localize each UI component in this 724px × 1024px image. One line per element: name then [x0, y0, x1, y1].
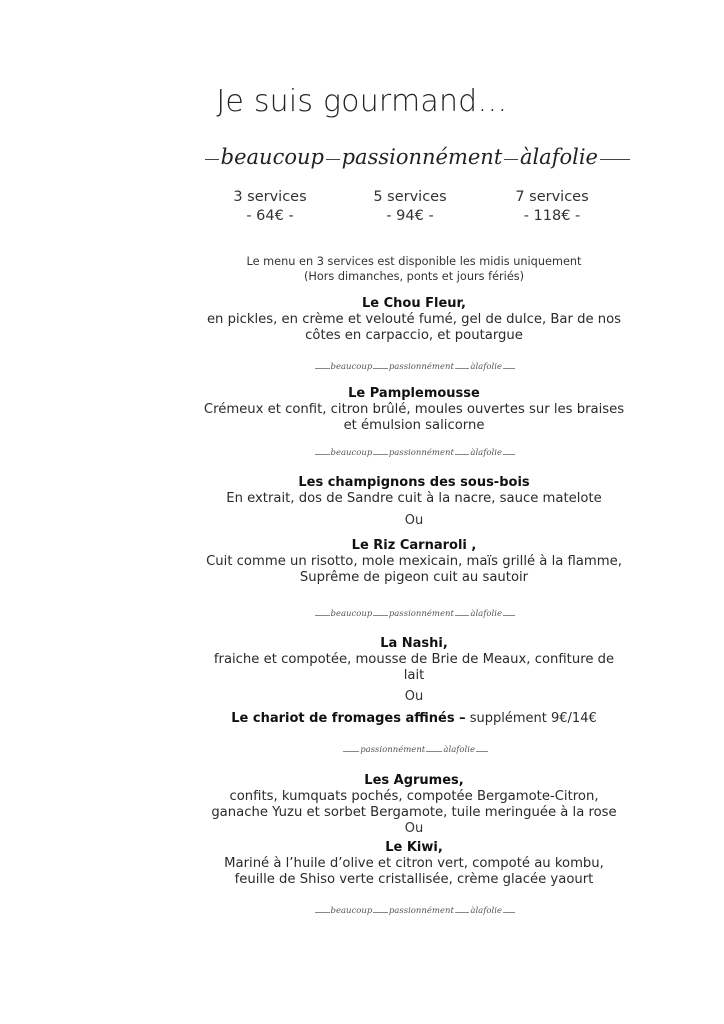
level-beaucoup: beaucoup — [330, 448, 373, 458]
level-beaucoup: beaucoup — [330, 609, 373, 619]
level-divider-small — [315, 360, 515, 374]
divider-line — [503, 615, 515, 616]
level-alafolie: àlafolie — [470, 448, 502, 458]
level-passionnement: passionnément — [388, 609, 454, 619]
divider-line — [476, 751, 488, 752]
dish-description: Mariné à l’huile d’olive et citron vert, compoté au kombu, — [224, 856, 604, 871]
level-divider-small — [315, 904, 515, 918]
dish-name: Les Agrumes, — [364, 773, 464, 788]
level-alafolie: àlafolie — [470, 609, 502, 619]
dish-name: Le Pamplemousse — [348, 386, 480, 401]
divider-line — [455, 615, 470, 616]
dish-description: confits, kumquats pochés, compotée Bergamote-Citron, — [229, 789, 599, 804]
dish-description: Crémeux et confit, citron brûlé, moules ouvertes sur les braises — [203, 402, 625, 417]
level-beaucoup: beaucoup — [330, 906, 373, 916]
price-label: 3 services — [233, 189, 307, 205]
dish-name-alternative: Le chariot de fromages affinés – — [231, 711, 466, 726]
divider-line — [373, 454, 388, 455]
level-passionnement: passionnément — [360, 745, 426, 755]
level-divider-small — [315, 607, 515, 621]
divider-line — [455, 912, 470, 913]
dish-description: fraiche et compotée, mousse de Brie de Meaux, confiture de — [213, 652, 615, 667]
divider-line — [326, 159, 340, 160]
level-alafolie: àlafolie — [470, 362, 502, 372]
dish-name-alternative: Le Kiwi, — [385, 840, 443, 855]
price-amount: - 118€ - — [523, 208, 581, 224]
divider-line — [315, 454, 330, 455]
dish-description: en pickles, en crème et velouté fumé, gel de dulce, Bar de nos — [206, 312, 622, 327]
dish-description: ganache Yuzu et sorbet Bergamote, tuile meringuée à la rose — [211, 805, 617, 820]
level-divider-small-partial — [343, 743, 488, 757]
dish-description: Suprême de pigeon cuit au sautoir — [299, 570, 529, 585]
level-beaucoup: beaucoup — [220, 145, 324, 169]
dish-name-alternative: Le Riz Carnaroli , — [351, 538, 477, 553]
divider-line — [373, 912, 388, 913]
divider-line — [503, 912, 515, 913]
dish-name: La Nashi, — [380, 636, 448, 651]
level-divider-large — [205, 140, 630, 174]
divider-line — [373, 615, 388, 616]
level-passionnement: passionnément — [388, 906, 454, 916]
note-line-1: Le menu en 3 services est disponible les midis uniquement — [246, 255, 582, 268]
level-divider-small — [315, 446, 515, 460]
level-alafolie: àlafolie — [470, 906, 502, 916]
dish-description: et émulsion salicorne — [343, 418, 485, 433]
price-amount: - 64€ - — [246, 208, 294, 224]
dish-description: côtes en carpaccio, et poutargue — [305, 328, 523, 343]
dish-description: lait — [403, 668, 425, 683]
divider-line — [455, 454, 470, 455]
level-alafolie: àlafolie — [519, 145, 598, 169]
or-separator: Ou — [404, 821, 424, 836]
note-line-2: (Hors dimanches, ponts et jours fériés) — [303, 270, 525, 283]
divider-line — [315, 912, 330, 913]
price-label: 7 services — [515, 189, 589, 205]
level-alafolie: àlafolie — [443, 745, 475, 755]
page-title: Je suis gourmand… — [216, 84, 508, 119]
price-3-services — [200, 188, 340, 226]
dish-name: Le Chou Fleur, — [362, 296, 466, 311]
dish-description: Cuit comme un risotto, mole mexicain, maïs grillé à la flamme, — [206, 554, 622, 569]
divider-line — [455, 368, 470, 369]
course-pamplemousse — [0, 385, 724, 434]
dish-description: En extrait, dos de Sandre cuit à la nacre, sauce matelote — [226, 491, 602, 506]
divider-line — [205, 159, 219, 160]
divider-line — [426, 751, 442, 752]
divider-line — [503, 368, 515, 369]
divider-line — [315, 368, 330, 369]
price-label: 5 services — [373, 189, 447, 205]
dish-name: Les champignons des sous-bois — [298, 475, 530, 490]
divider-line — [373, 368, 388, 369]
divider-line — [504, 159, 518, 160]
dish-description: feuille de Shiso verte cristallisée, crème glacée yaourt — [234, 872, 594, 887]
level-beaucoup: beaucoup — [330, 362, 373, 372]
divider-line — [315, 615, 330, 616]
level-passionnement: passionnément — [388, 448, 454, 458]
supplement-price: supplément 9€/14€ — [465, 711, 597, 726]
course-champignons — [0, 474, 724, 586]
divider-line — [600, 159, 630, 160]
lunch-note — [0, 254, 724, 284]
or-separator: Ou — [404, 513, 424, 528]
or-separator: Ou — [404, 689, 424, 704]
level-passionnement: passionnément — [341, 145, 503, 169]
level-passionnement: passionnément — [388, 362, 454, 372]
cheese-cart-option — [0, 710, 724, 727]
course-chou-fleur — [0, 295, 724, 344]
divider-line — [503, 454, 515, 455]
course-nashi — [0, 635, 724, 727]
divider-line — [343, 751, 359, 752]
price-amount: - 94€ - — [386, 208, 434, 224]
price-7-services — [482, 188, 622, 226]
course-agrumes — [0, 772, 724, 888]
price-5-services — [340, 188, 480, 226]
